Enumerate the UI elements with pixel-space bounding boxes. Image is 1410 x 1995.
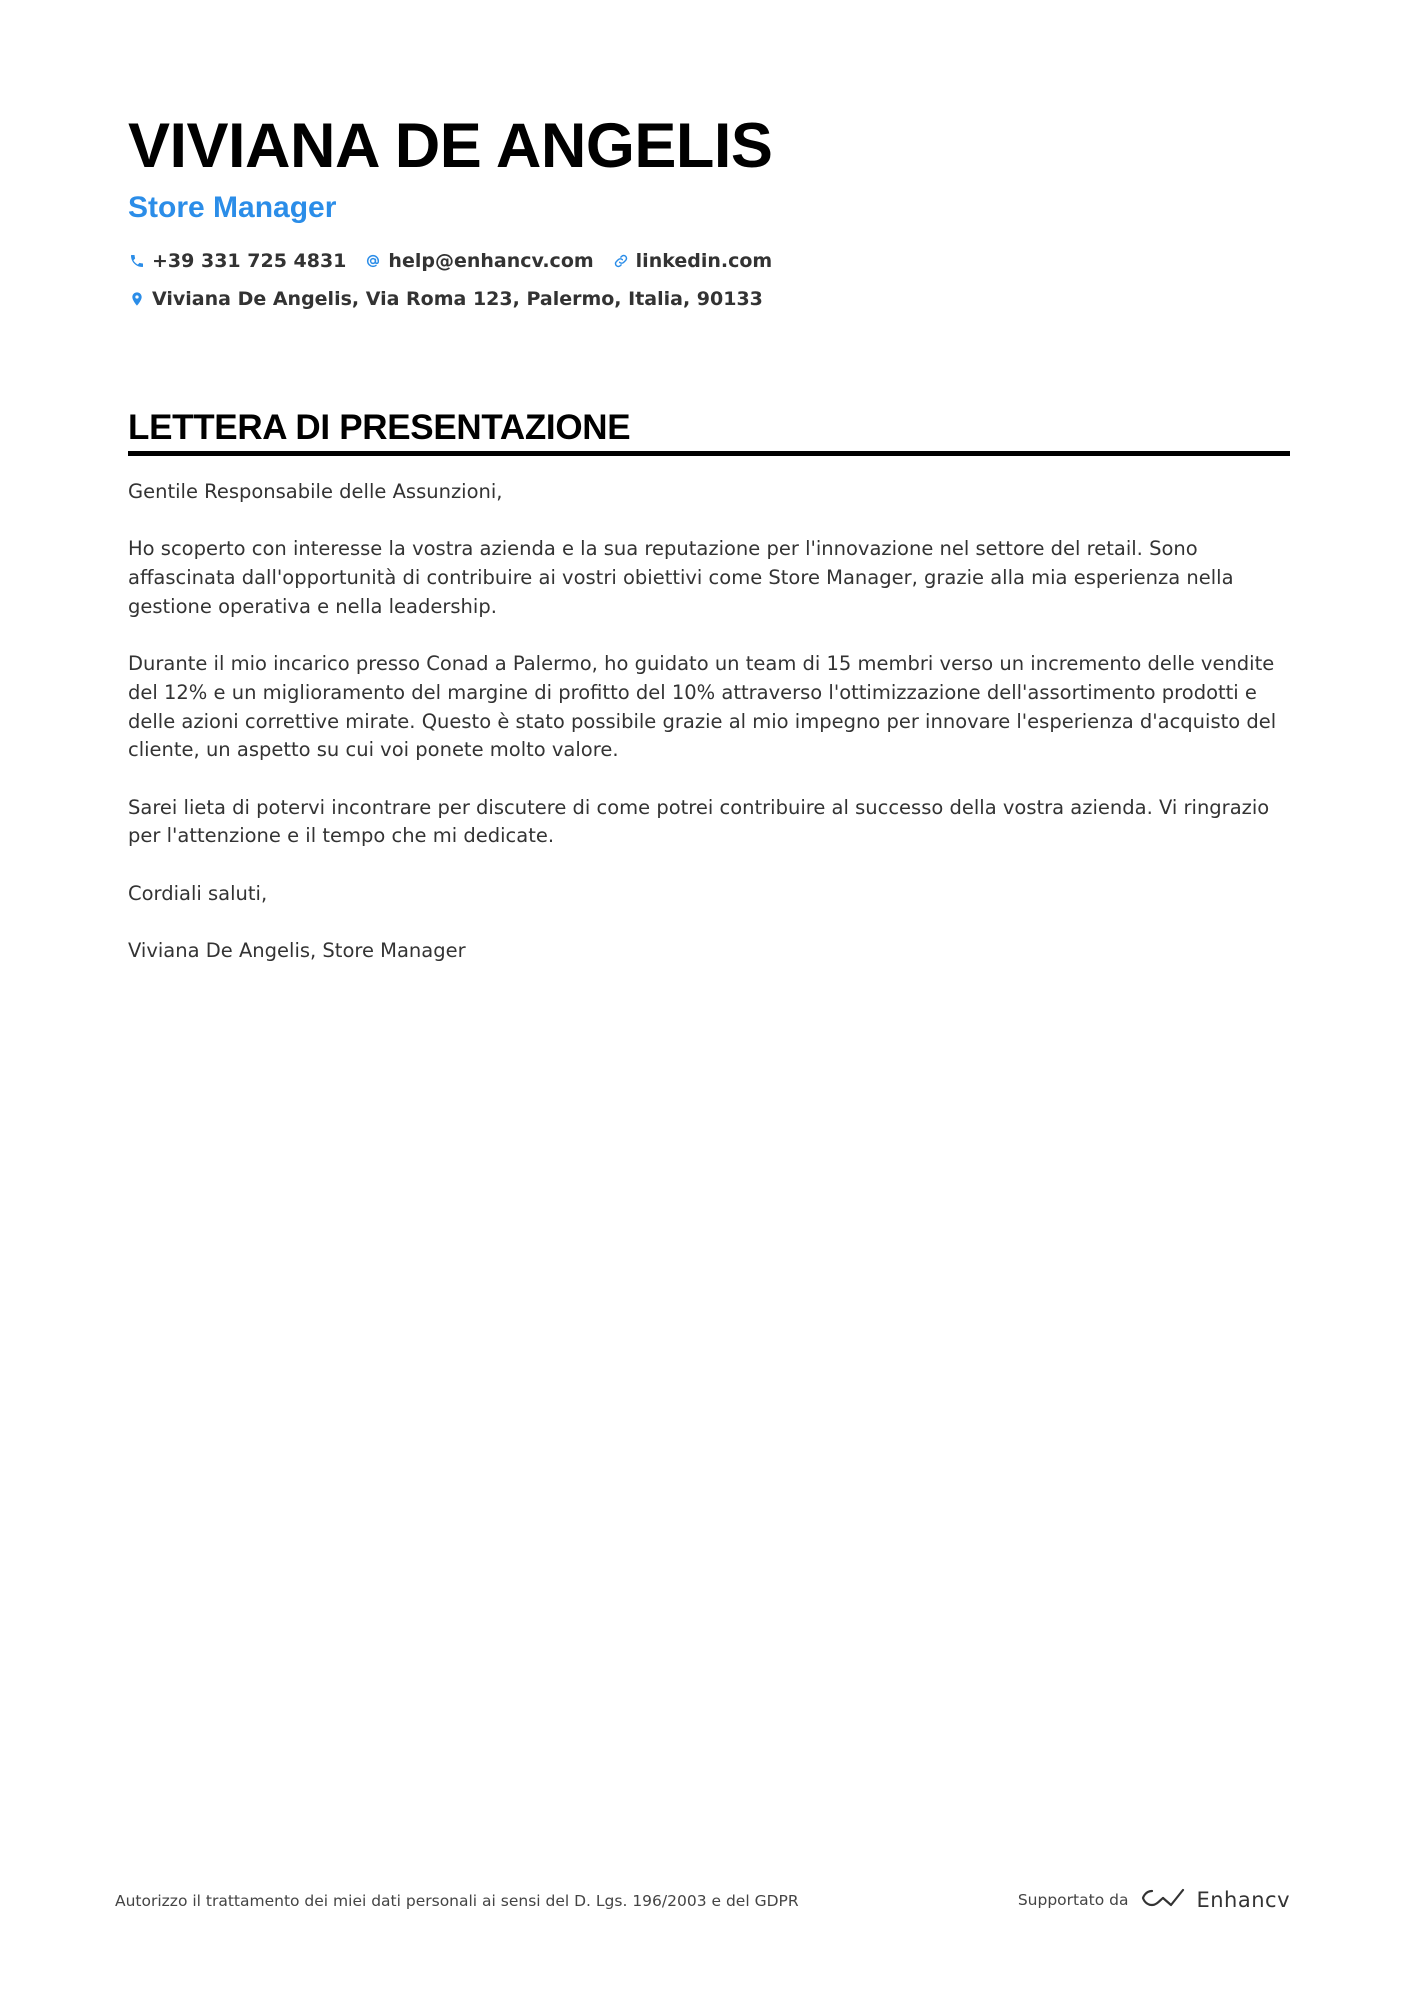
cover-letter-section xyxy=(128,405,1290,995)
powered-by-label: Supportato da xyxy=(1017,1891,1129,1909)
enhancv-logo-icon xyxy=(1140,1886,1186,1915)
privacy-consent: Autorizzo il trattamento dei miei dati personali ai sensi del D. Lgs. 196/2003 e del GDPR xyxy=(115,1892,799,1910)
linkedin-text: linkedin.com xyxy=(635,250,773,272)
letter-paragraph-intro: Ho scoperto con interesse la vostra azienda e la sua reputazione per l'innovazione nel settore del retail. Sono affascinata dall'opportunità di contribuire ai vostri obiettivi come Store Manager, grazie alla mia esperienza nella gestione operativa e nella leadership. xyxy=(128,537,1234,618)
email-text: help@enhancv.com xyxy=(388,250,594,272)
location-pin-icon xyxy=(128,290,146,308)
contact-row-2 xyxy=(128,280,1288,318)
footer xyxy=(115,1880,1290,1920)
letter-greeting: Gentile Responsabile delle Assunzioni, xyxy=(128,480,503,503)
section-divider xyxy=(128,451,1290,456)
address-text: Viviana De Angelis, Via Roma 123, Palermo, Italia, 90133 xyxy=(152,288,763,310)
contact-email[interactable] xyxy=(364,250,593,272)
powered-by xyxy=(1018,1880,1290,1920)
letter-paragraph-closing: Sarei lieta di potervi incontrare per discutere di come potrei contribuire al successo della vostra azienda. Vi ringrazio per l'attenzione e il tempo che mi dedicate. xyxy=(128,795,1270,848)
phone-text: +39 331 725 4831 xyxy=(152,250,347,272)
letter-signature: Viviana De Angelis, Store Manager xyxy=(128,939,466,963)
letter-salutation: Cordiali saluti, xyxy=(128,881,268,905)
header xyxy=(128,108,1288,318)
brand-name: Enhancv xyxy=(1196,1888,1290,1912)
section-title: LETTERA DI PRESENTAZIONE xyxy=(128,408,631,447)
enhancv-logo[interactable] xyxy=(1140,1886,1290,1915)
letter-paragraph-experience: Durante il mio incarico presso Conad a Palermo, ho guidato un team di 15 membri verso un incremento delle vendite del 12% e un miglioramento del margine di profitto del 10% attraverso l'ottimizzazione dell'assortimento prodotti e delle azioni correttive mirate. Questo è stato possibile grazie al mio impegno per innovare l'esperienza d'acquisto del cliente, un aspetto su cui voi ponete molto valore. xyxy=(128,652,1277,762)
contact-row-1 xyxy=(128,242,1288,280)
contact-info xyxy=(128,242,1288,318)
candidate-name: VIVIANA DE ANGELIS xyxy=(128,111,773,181)
contact-linkedin[interactable] xyxy=(612,250,773,272)
contact-address xyxy=(128,288,763,310)
phone-icon xyxy=(128,252,146,270)
job-title: Store Manager xyxy=(128,191,337,224)
contact-phone xyxy=(128,250,346,272)
link-icon xyxy=(612,252,630,270)
at-icon xyxy=(364,252,382,270)
letter-body xyxy=(128,478,1290,966)
